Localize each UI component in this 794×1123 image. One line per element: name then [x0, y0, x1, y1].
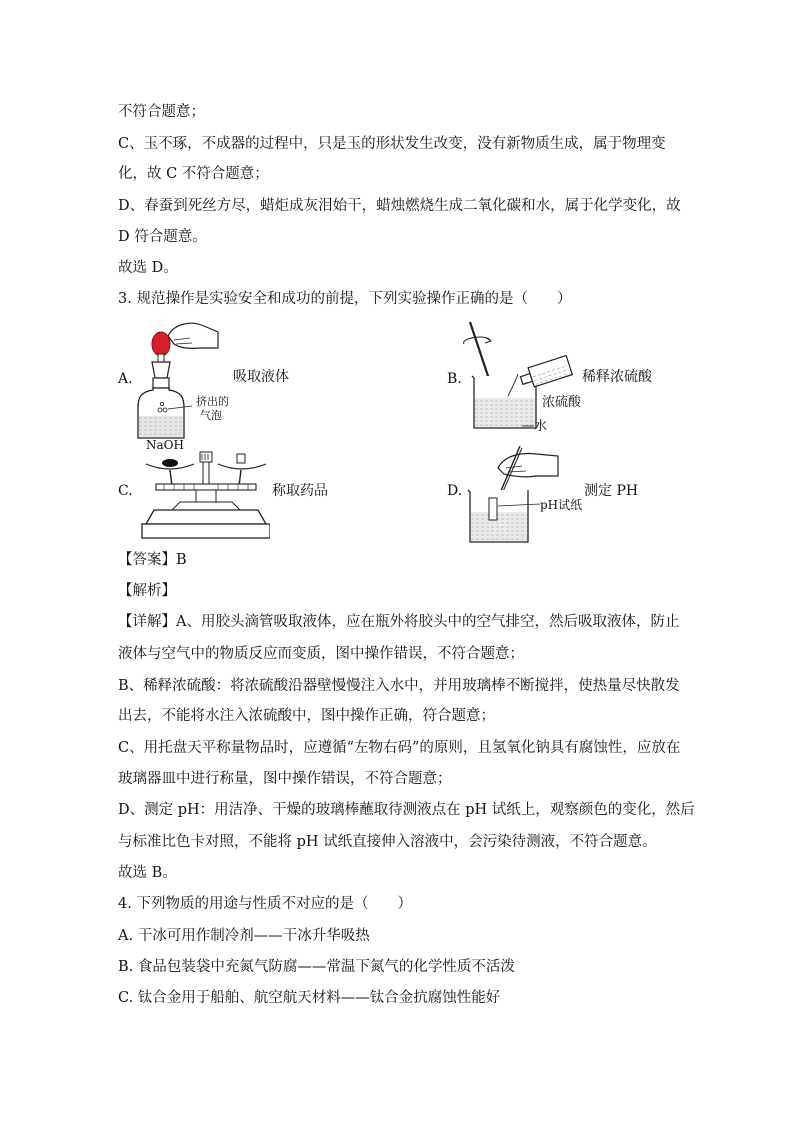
- option-d-letter: D.: [447, 483, 463, 499]
- option-line: C. 钛合金用于船舶、航空航天材料——钛合金抗腐蚀性能好: [118, 990, 501, 1006]
- text-line: 故选 B。: [118, 865, 177, 881]
- option-d-caption: 测定 PH: [584, 483, 639, 499]
- text-line: 不符合题意；: [118, 104, 205, 120]
- option-b-letter: B.: [447, 371, 462, 387]
- option-c-letter: C.: [118, 483, 133, 499]
- text-line: 出去，不能将水注入浓硫酸中，图中操作正确，符合题意；: [118, 708, 495, 724]
- acid-label: 浓硫酸: [542, 395, 582, 410]
- question-4-stem: 4. 下列物质的用途与性质不对应的是（ ）: [118, 896, 412, 912]
- text-line: 液体与空气中的物质反应而变质，图中操作错误，不符合题意；: [118, 646, 524, 662]
- answer-line: 【答案】B: [118, 552, 187, 568]
- option-a-letter: A.: [118, 371, 133, 387]
- text-line: 与标准比色卡对照，不能将 pH 试纸直接伸入溶液中，会污染待测液，不符合题意。: [118, 834, 657, 850]
- bubble-note: 挤出的 气泡: [196, 395, 229, 422]
- text-line: C、玉不琢，不成器的过程中，只是玉的形状发生改变，没有新物质生成，属于物理变: [118, 136, 666, 152]
- dilution-figure: [460, 318, 580, 436]
- dropper-figure: [130, 318, 220, 444]
- option-b-caption: 稀释浓硫酸: [582, 369, 652, 385]
- ph-paper-label: pH试纸: [540, 498, 583, 512]
- water-label: 水: [534, 419, 548, 434]
- text-line: 故选 D。: [118, 260, 178, 276]
- option-a-caption: 吸取液体: [233, 369, 289, 385]
- analysis-heading: 【解析】: [118, 583, 176, 599]
- option-line: A. 干冰可用作制冷剂——干冰升华吸热: [118, 928, 370, 944]
- text-line: B、稀释浓硫酸：将浓硫酸沿器壁慢慢注入水中，并用玻璃棒不断搅拌，使热量尽快散发: [118, 678, 680, 694]
- option-line: B. 食品包装袋中充氮气防腐——常温下氮气的化学性质不活泼: [118, 959, 515, 975]
- question-3-stem: 3. 规范操作是实验安全和成功的前提，下列实验操作正确的是（ ）: [118, 291, 572, 307]
- text-line: 玻璃器皿中进行称量，图中操作错误，不符合题意；: [118, 771, 452, 787]
- balance-figure: [140, 450, 270, 542]
- text-line: 化，故 C 不符合题意；: [118, 166, 269, 182]
- option-c-caption: 称取药品: [272, 483, 328, 499]
- text-line: D、测定 pH：用洁净、干燥的玻璃棒蘸取待测液点在 pH 试纸上，观察颜色的变化，然后: [118, 802, 695, 818]
- text-line: 【详解】A、用胶头滴管吸取液体，应在瓶外将胶头中的空气排空，然后吸取液体，防止: [118, 614, 680, 630]
- text-line: D、春蚕到死丝方尽，蜡炬成灰泪始干，蜡烛燃烧生成二氧化碳和水，属于化学变化，故: [118, 198, 681, 214]
- text-line: C、用托盘天平称量物品时，应遵循“左物右码”的原则，且氢氧化钠具有腐蚀性，应放在: [118, 740, 681, 756]
- naoh-label: NaOH: [146, 438, 184, 452]
- text-line: D 符合题意。: [118, 229, 207, 245]
